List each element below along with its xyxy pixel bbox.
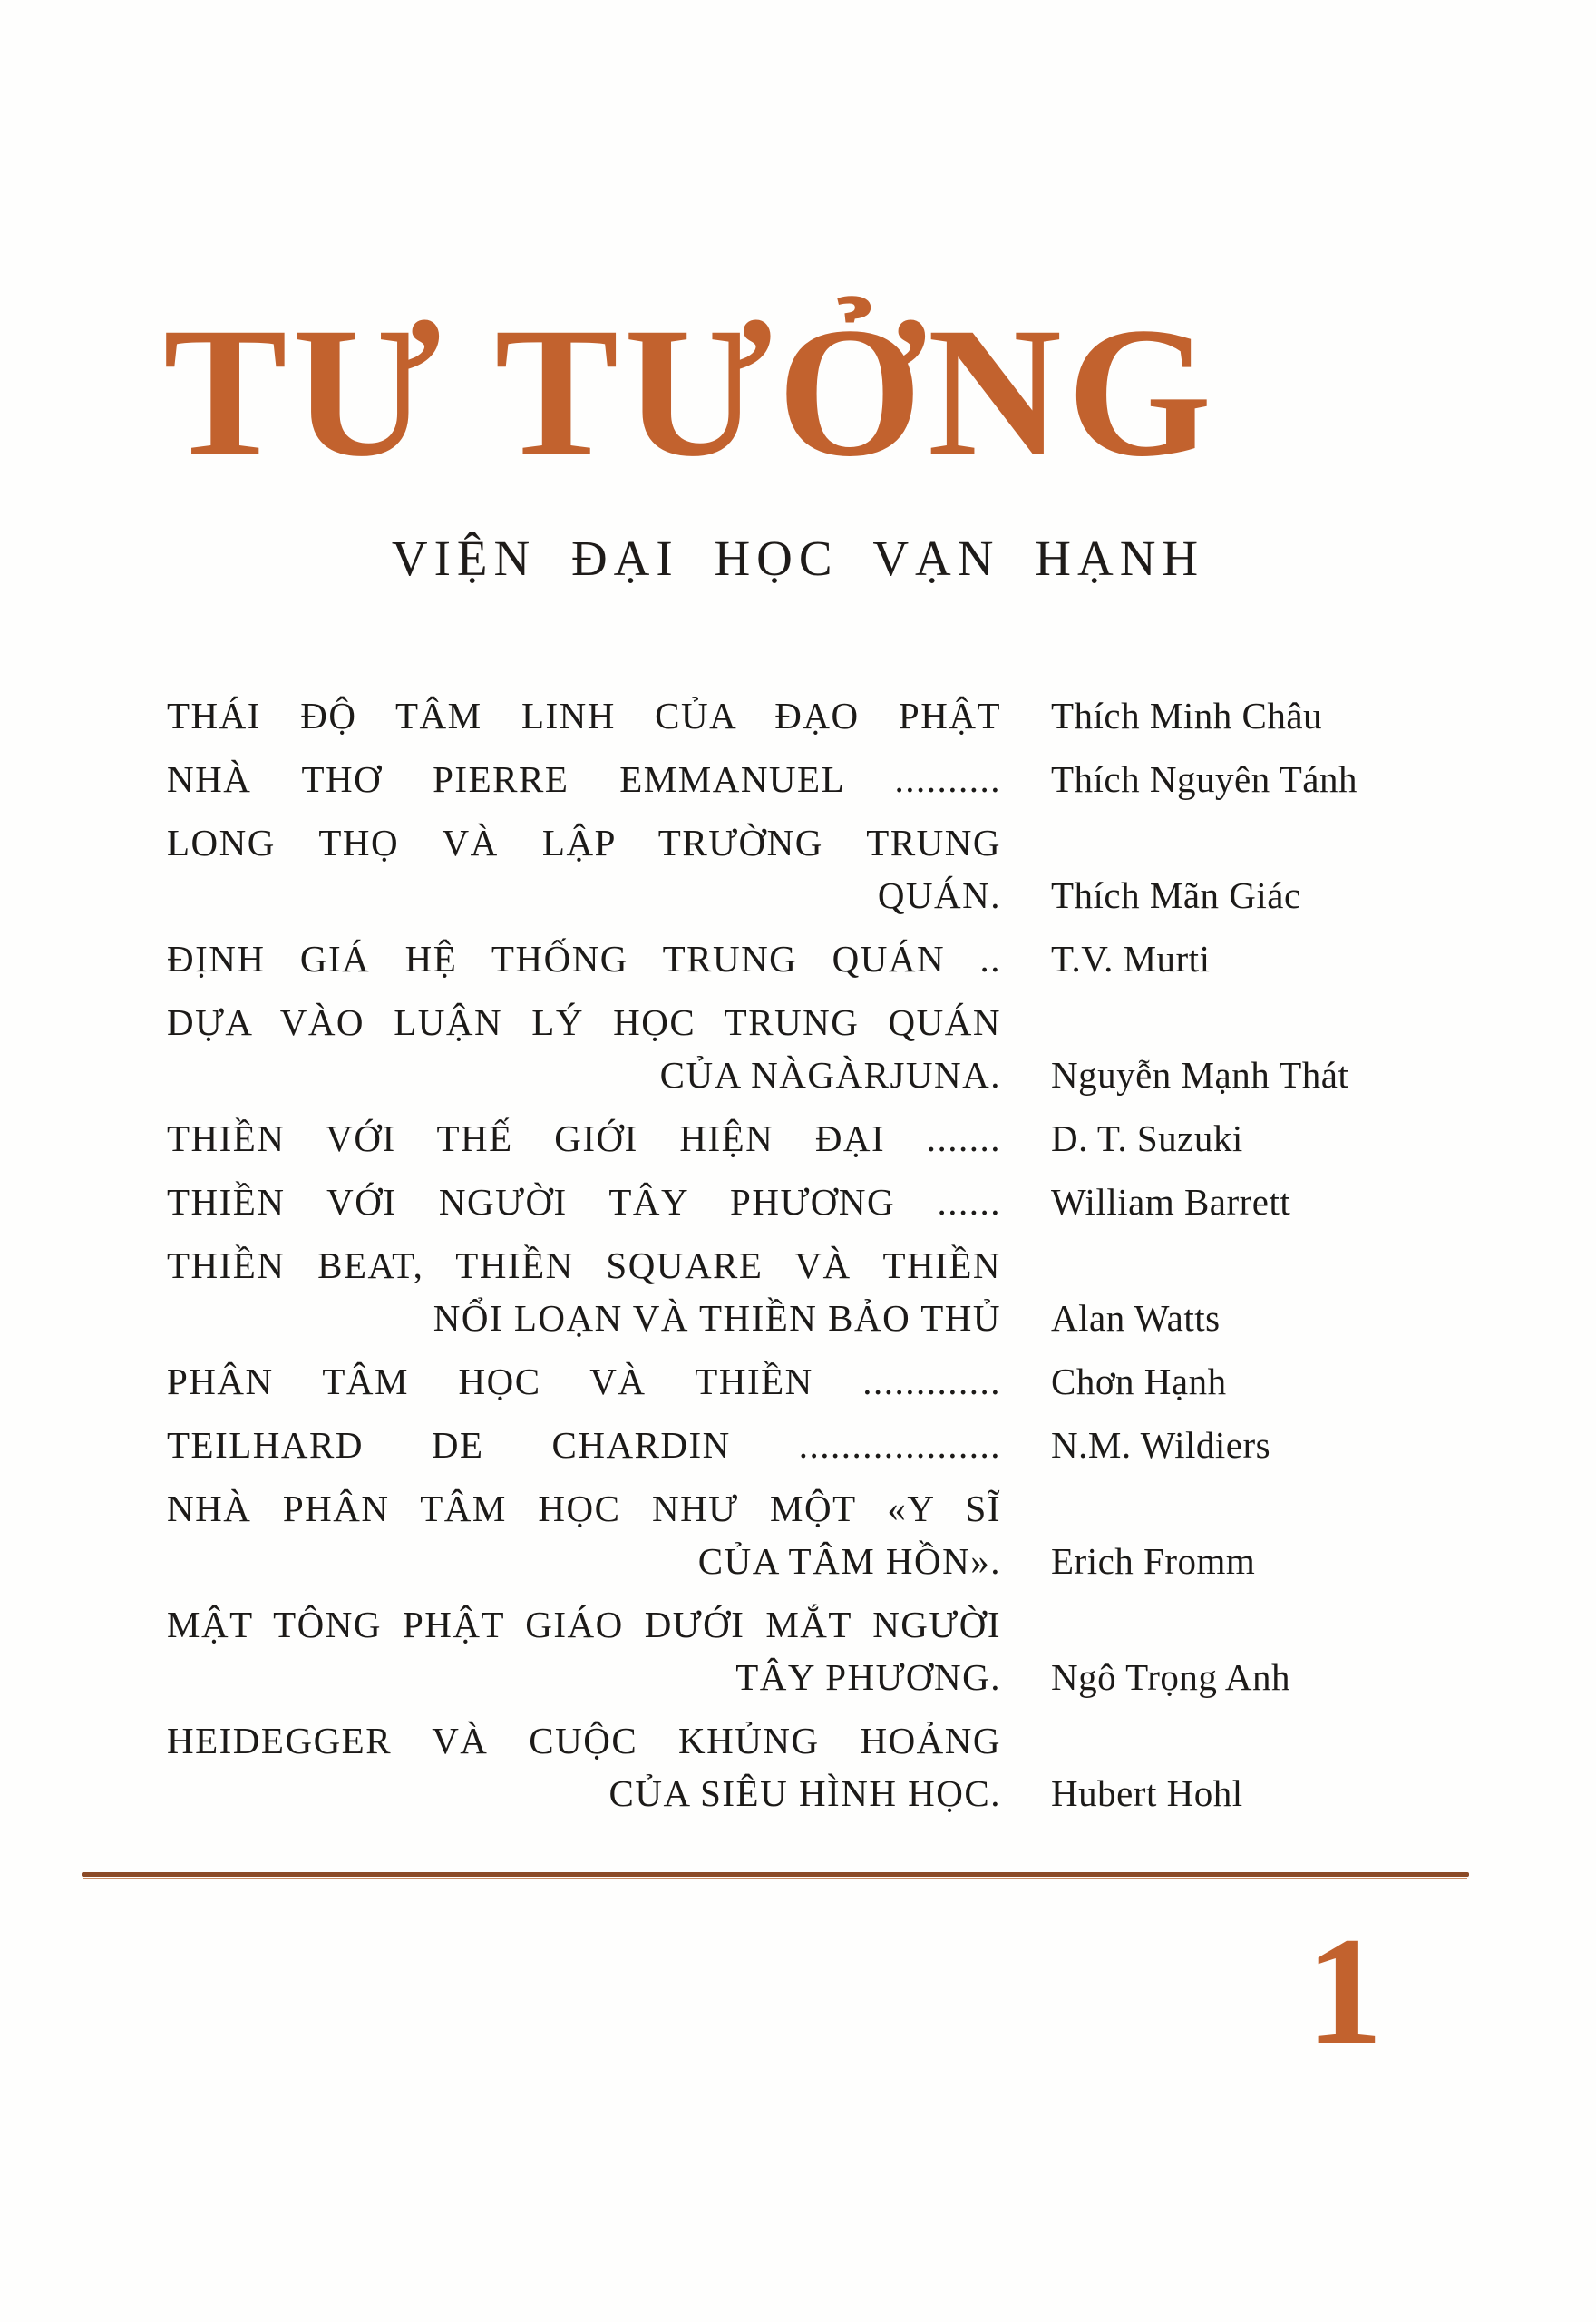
divider-rule-shadow	[83, 1878, 1467, 1879]
toc-entry-title-line: THÁI ĐỘ TÂM LINH CỦA ĐẠO PHẬT	[167, 695, 1001, 737]
toc-entry-title	[167, 1355, 1001, 1408]
toc-entry-title	[167, 1714, 1001, 1820]
toc-entry-author: D. T. Suzuki	[1051, 1117, 1243, 1159]
toc-entry-author: Ngô Trọng Anh	[1051, 1656, 1290, 1698]
toc-entry-author: Nguyễn Mạnh Thát	[1051, 1054, 1349, 1096]
toc-entry-title	[167, 1482, 1001, 1587]
toc-entry-author: Alan Watts	[1051, 1297, 1221, 1339]
toc-entry-title	[167, 1239, 1001, 1344]
toc-entry-title	[167, 1598, 1001, 1703]
toc-entry-author: Erich Fromm	[1051, 1540, 1256, 1582]
toc-entry-title	[167, 753, 1001, 805]
toc-entry-author: Hubert Hohl	[1051, 1772, 1243, 1814]
toc-entry-author: Chơn Hạnh	[1051, 1361, 1227, 1402]
toc-entry-title	[167, 1112, 1001, 1165]
toc-entry-author: William Barrett	[1051, 1181, 1291, 1223]
toc-entry-title-line: MẬT TÔNG PHẬT GIÁO DƯỚI MẮT NGƯỜI	[167, 1604, 1001, 1645]
toc-entry-title-line: HEIDEGGER VÀ CUỘC KHỦNG HOẢNG	[167, 1720, 1001, 1761]
toc-entry-title	[167, 1419, 1001, 1471]
toc-entry-title-line: THIỀN VỚI NGƯỜI TÂY PHƯƠNG ......	[167, 1181, 1001, 1223]
toc-entry-title-line: THIỀN VỚI THẾ GIỚI HIỆN ĐẠI .......	[167, 1117, 1001, 1159]
toc-entry-title-line: THIỀN BEAT, THIỀN SQUARE VÀ THIỀN	[167, 1244, 1001, 1286]
toc-entry-title	[167, 996, 1001, 1101]
toc-entry-title	[167, 932, 1001, 985]
toc-entry-title	[167, 816, 1001, 922]
toc-entry-title-line: ĐỊNH GIÁ HỆ THỐNG TRUNG QUÁN ..	[167, 938, 1001, 980]
magazine-title: TƯ TƯỞNG	[163, 289, 1218, 495]
toc-entry-author: Thích Minh Châu	[1051, 695, 1323, 737]
toc-entry-author: Thích Nguyên Tánh	[1051, 758, 1358, 800]
toc-entry-title-line: NHÀ PHÂN TÂM HỌC NHƯ MỘT «Y SĨ	[167, 1488, 1001, 1529]
toc-entry-title-continuation: NỔI LOẠN VÀ THIỀN BẢO THỦ	[433, 1297, 1001, 1339]
issue-number: 1	[1306, 1906, 1383, 2076]
toc-entry-title-continuation: CỦA NÀGÀRJUNA.	[659, 1054, 1001, 1096]
toc-entry-title	[167, 1176, 1001, 1228]
toc-entry-title	[167, 689, 1001, 742]
toc-entry-author: Thích Mãn Giác	[1051, 874, 1301, 916]
toc-entry-title-line: LONG THỌ VÀ LẬP TRƯỜNG TRUNG	[167, 822, 1001, 863]
toc-entry-title-line: DỰA VÀO LUẬN LÝ HỌC TRUNG QUÁN	[167, 1001, 1001, 1043]
toc-entry-title-continuation: QUÁN.	[877, 874, 1001, 916]
toc-entry-title-continuation: CỦA TÂM HỒN».	[697, 1540, 1001, 1582]
toc-entry-title-line: NHÀ THƠ PIERRE EMMANUEL ..........	[167, 758, 1001, 800]
toc-entry-author: N.M. Wildiers	[1051, 1424, 1271, 1466]
toc-entry-author: T.V. Murti	[1051, 938, 1211, 980]
divider-rule	[82, 1872, 1469, 1877]
toc-entry-title-line: PHÂN TÂM HỌC VÀ THIỀN .............	[167, 1361, 1001, 1402]
publisher-name: VIỆN ĐẠI HỌC VẠN HẠNH	[391, 531, 1205, 586]
toc-entry-title-continuation: CỦA SIÊU HÌNH HỌC.	[608, 1772, 1001, 1814]
toc-entry-title-continuation: TÂY PHƯƠNG.	[735, 1656, 1001, 1698]
toc-entry-title-line: TEILHARD DE CHARDIN ...................	[167, 1424, 1001, 1466]
